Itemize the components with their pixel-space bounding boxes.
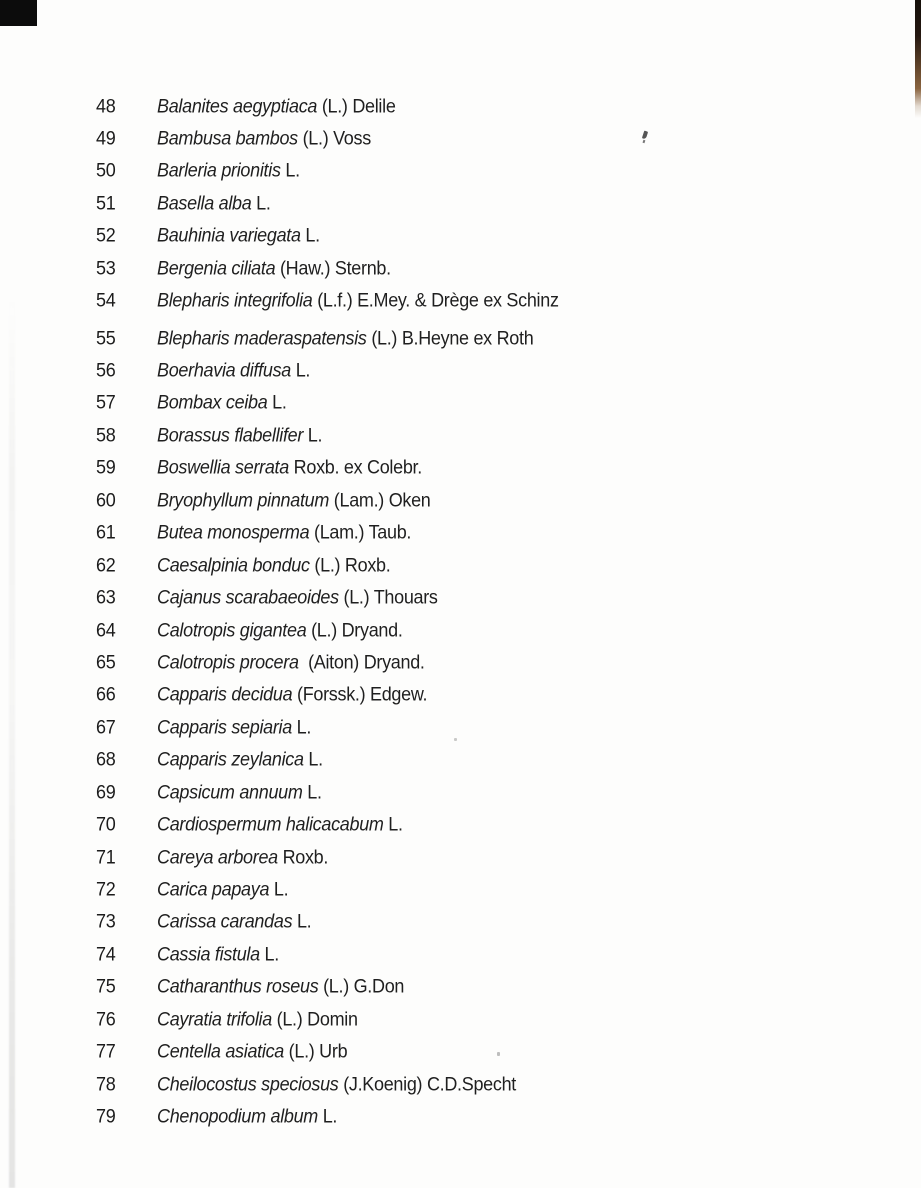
item-number: 60 (96, 488, 116, 511)
list-item (0, 1099, 921, 1134)
list-item (0, 1002, 921, 1037)
item-name (157, 224, 320, 246)
item-name (157, 716, 311, 738)
authority-name: Roxb. ex Colebr. (288, 456, 422, 478)
list-item (0, 353, 921, 388)
item-name (157, 846, 328, 868)
item-name (157, 813, 403, 835)
item-number: 55 (96, 326, 116, 348)
authority-name: L. (291, 358, 311, 381)
item-name (157, 878, 288, 900)
list-item (0, 515, 921, 550)
list-item (0, 88, 921, 123)
item-name (157, 424, 322, 446)
list-item (0, 385, 921, 420)
authority-name: L. (269, 877, 289, 900)
species-name: Barleria prionitis (157, 159, 281, 181)
authority-name: L. (259, 942, 279, 965)
list-item (0, 839, 921, 874)
item-number: 74 (96, 942, 116, 965)
authority-name: (L.) G.Don (318, 975, 405, 997)
item-name (157, 586, 438, 608)
item-number: 72 (96, 877, 116, 900)
list-item (0, 320, 921, 355)
list-item (0, 1034, 921, 1069)
list-item (0, 742, 921, 777)
species-name: Borassus flabellifer (157, 423, 304, 446)
item-name (157, 748, 323, 770)
species-name: Calotropis gigantea (157, 618, 307, 640)
item-number: 69 (96, 780, 116, 803)
authority-name: (L.) Dryand. (306, 618, 403, 640)
authority-name: L. (251, 191, 271, 214)
list-item (0, 153, 921, 188)
species-name: Cayratia trifolia (157, 1007, 272, 1030)
species-name: Blepharis maderaspatensis (157, 326, 367, 348)
item-name (157, 943, 279, 965)
item-name (157, 1008, 358, 1030)
item-name (157, 456, 422, 478)
item-name (157, 359, 310, 381)
list-item (0, 807, 921, 842)
species-name: Bambusa bambos (157, 126, 298, 149)
species-name: Butea monosperma (157, 521, 310, 543)
list-item (0, 612, 921, 647)
species-name: Careya arborea (157, 845, 278, 867)
item-name (157, 289, 559, 311)
list-item (0, 547, 921, 582)
species-name: Capparis decidua (157, 683, 293, 705)
item-number: 66 (96, 683, 116, 705)
item-name (157, 327, 533, 349)
authority-name: (Lam.) Taub. (309, 521, 412, 543)
item-number: 59 (96, 456, 116, 478)
item-number: 65 (96, 650, 116, 673)
list-item (0, 969, 921, 1004)
authority-name: Roxb. (277, 845, 329, 867)
item-number: 49 (96, 126, 116, 149)
species-name: Cassia fistula (157, 942, 260, 965)
item-number: 76 (96, 1007, 116, 1030)
species-name: Basella alba (157, 191, 252, 214)
authority-name: (J.Koenig) C.D.Specht (338, 1072, 516, 1095)
species-name: Carissa carandas (157, 910, 293, 932)
item-number: 67 (96, 715, 116, 738)
authority-name: (L.f.) E.Mey. & Drège ex Schinz (312, 289, 559, 311)
list-item (0, 418, 921, 453)
species-name: Carica papaya (157, 877, 270, 900)
list-item (0, 283, 921, 318)
list-item (0, 218, 921, 253)
species-name: Bombax ceiba (157, 391, 268, 413)
authority-name: L. (300, 224, 320, 246)
list-item (0, 677, 921, 712)
item-number: 63 (96, 586, 116, 608)
species-name: Bergenia ciliata (157, 256, 276, 279)
list-item (0, 121, 921, 156)
item-name (157, 975, 404, 997)
item-number: 58 (96, 423, 116, 446)
item-number: 62 (96, 553, 116, 576)
item-name (157, 521, 411, 543)
item-number: 77 (96, 1040, 116, 1062)
species-name: Catharanthus roseus (157, 975, 319, 997)
authority-name: (L.) Delile (317, 94, 396, 116)
authority-name: (L.) Roxb. (309, 553, 391, 576)
authority-name: (L.) Urb (283, 1040, 348, 1062)
species-name: Bauhinia variegata (157, 224, 301, 246)
item-name (157, 781, 322, 803)
list-item (0, 872, 921, 907)
list-item (0, 450, 921, 485)
item-name (157, 489, 431, 511)
authority-name: L. (267, 391, 287, 413)
item-number: 68 (96, 748, 116, 770)
species-name: Balanites aegyptiaca (157, 94, 318, 116)
authority-name: (Aiton) Dryand. (298, 650, 425, 673)
item-name (157, 159, 300, 181)
item-number: 48 (96, 94, 116, 116)
species-name: Caesalpinia bonduc (157, 553, 310, 576)
authority-name: L. (291, 715, 312, 738)
authority-name: (L.) B.Heyne ex Roth (366, 326, 534, 348)
authority-name: L. (303, 423, 323, 446)
species-name: Boswellia serrata (157, 456, 289, 478)
authority-name: (Forssk.) Edgew. (292, 683, 428, 705)
item-number: 52 (96, 224, 116, 246)
list-item (0, 904, 921, 939)
item-number: 51 (96, 191, 116, 214)
authority-name: L. (280, 159, 300, 181)
item-number: 61 (96, 521, 116, 543)
item-name (157, 1073, 516, 1095)
item-name (157, 683, 427, 705)
list-item (0, 186, 921, 221)
species-name: Cheilocostus speciosus (157, 1072, 339, 1095)
item-number: 56 (96, 358, 116, 381)
item-name (157, 391, 287, 413)
list-item (0, 775, 921, 810)
authority-name: (L.) Thouars (338, 586, 438, 608)
list-item (0, 580, 921, 615)
item-name (157, 618, 403, 640)
authority-name: (Lam.) Oken (329, 488, 431, 511)
list-item (0, 937, 921, 972)
item-number: 70 (96, 813, 116, 835)
authority-name: L. (383, 813, 403, 835)
item-name (157, 1040, 347, 1062)
item-name (157, 257, 391, 279)
species-name: Centella asiatica (157, 1040, 284, 1062)
species-name: Blepharis integrifolia (157, 289, 313, 311)
list-item (0, 710, 921, 745)
species-name: Calotropis procera (157, 650, 299, 673)
species-name: Cardiospermum halicacabum (157, 813, 384, 835)
item-number: 64 (96, 618, 116, 640)
item-name (157, 127, 371, 149)
item-name (157, 1105, 337, 1127)
species-name: Capparis sepiaria (157, 715, 292, 738)
authority-name: L. (292, 910, 312, 932)
species-name: Cajanus scarabaeoides (157, 586, 339, 608)
species-name: Chenopodium album (157, 1105, 319, 1127)
authority-name: (Haw.) Sternb. (275, 256, 391, 279)
item-number: 53 (96, 256, 116, 279)
item-number: 71 (96, 845, 116, 867)
item-number: 79 (96, 1105, 116, 1127)
item-number: 57 (96, 391, 116, 413)
authority-name: L. (302, 780, 322, 803)
authority-name: (L.) Domin (271, 1007, 358, 1030)
authority-name: L. (318, 1105, 338, 1127)
species-name: Bryophyllum pinnatum (157, 488, 330, 511)
item-name (157, 192, 271, 214)
list-item (0, 1066, 921, 1101)
item-number: 73 (96, 910, 116, 932)
list-item (0, 645, 921, 680)
authority-name: L. (303, 748, 323, 770)
item-number: 78 (96, 1072, 116, 1095)
item-name (157, 554, 390, 576)
species-name: Capparis zeylanica (157, 748, 304, 770)
item-number: 54 (96, 289, 116, 311)
item-number: 75 (96, 975, 116, 997)
authority-name: (L.) Voss (297, 126, 371, 149)
list-item (0, 251, 921, 286)
item-number: 50 (96, 159, 116, 181)
species-name: Boerhavia diffusa (157, 358, 291, 381)
species-name: Capsicum annuum (157, 780, 303, 803)
item-name (157, 910, 311, 932)
item-name (157, 94, 396, 116)
list-item (0, 483, 921, 518)
item-name (157, 651, 425, 673)
